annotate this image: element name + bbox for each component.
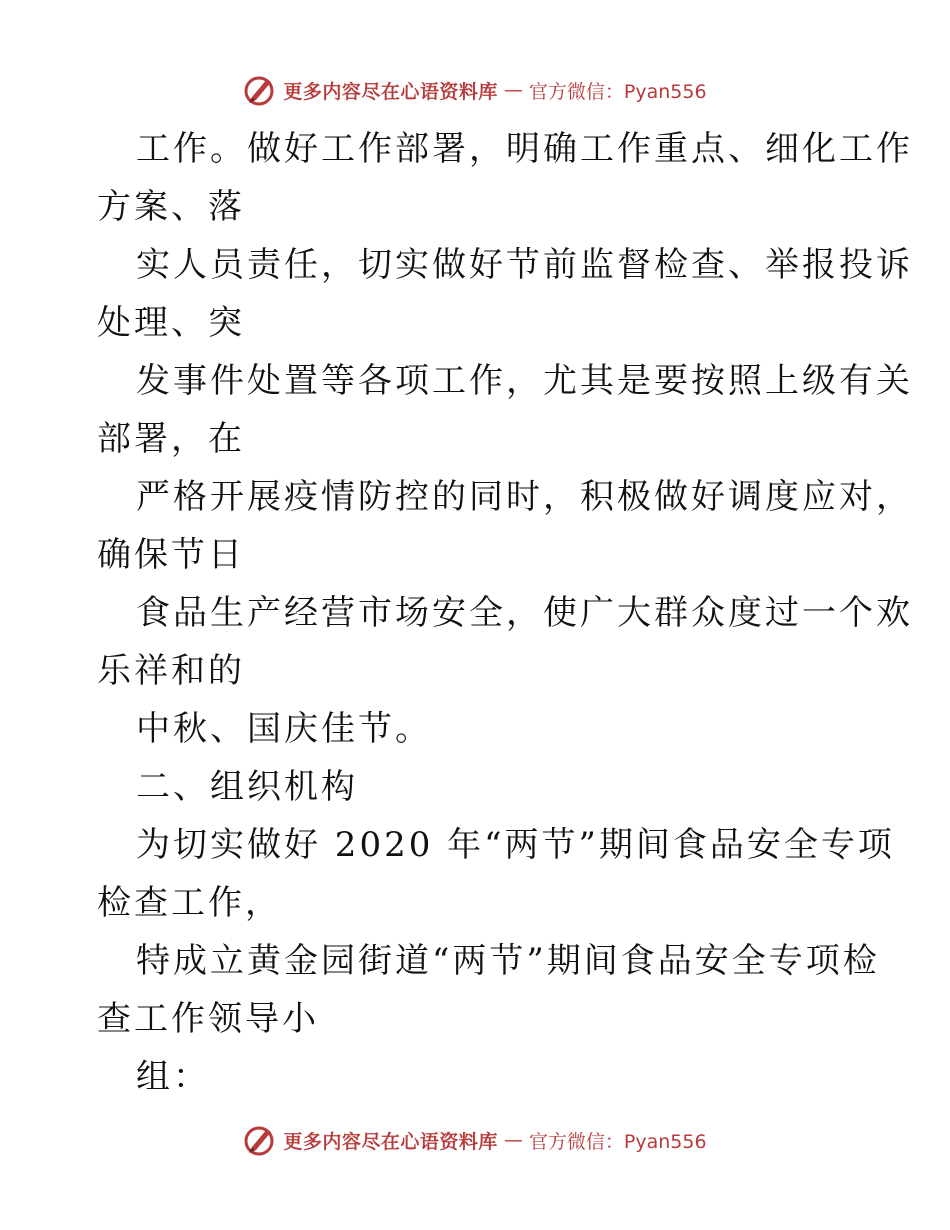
watermark-contact: 官方微信：Pyan556 <box>528 80 707 103</box>
watermark-separator: — <box>503 79 523 101</box>
body-line: 实人员责任，切实做好节前监督检查、举报投诉 <box>136 245 913 285</box>
body-line: 发事件处置等各项工作，尤其是要按照上级有关 <box>136 361 913 401</box>
watermark-contact: 官方微信：Pyan556 <box>528 1130 707 1153</box>
body-line: 特成立黄金园街道“两节”期间食品安全专项检 <box>136 941 880 981</box>
watermark-site-text: 更多内容尽在心语资料库 <box>283 1130 498 1153</box>
footer-watermark <box>0 1120 950 1160</box>
quill-seal-icon <box>243 1123 277 1157</box>
body-line: 确保节日 <box>97 535 245 575</box>
quill-seal-icon <box>243 73 277 107</box>
body-line: 为切实做好 2020 年“两节”期间食品安全专项 <box>136 825 895 865</box>
body-line: 食品生产经营市场安全，使广大群众度过一个欢 <box>136 593 913 633</box>
body-line: 工作。做好工作部署，明确工作重点、细化工作 <box>136 129 913 169</box>
document-body <box>97 120 913 1106</box>
body-line: 中秋、国庆佳节。 <box>136 709 432 749</box>
header-watermark <box>0 70 950 110</box>
body-line: 检查工作， <box>97 883 282 923</box>
body-line: 查工作领导小 <box>97 999 319 1039</box>
body-line: 方案、落 <box>97 187 245 227</box>
body-line: 处理、突 <box>97 303 245 343</box>
watermark-separator: — <box>503 1129 523 1151</box>
body-line: 部署，在 <box>97 419 245 459</box>
section-heading: 二、组织机构 <box>136 767 358 807</box>
body-line: 乐祥和的 <box>97 651 245 691</box>
watermark-site-text: 更多内容尽在心语资料库 <box>283 80 498 103</box>
body-line: 严格开展疫情防控的同时，积极做好调度应对， <box>136 477 913 517</box>
body-line: 组： <box>136 1057 210 1097</box>
